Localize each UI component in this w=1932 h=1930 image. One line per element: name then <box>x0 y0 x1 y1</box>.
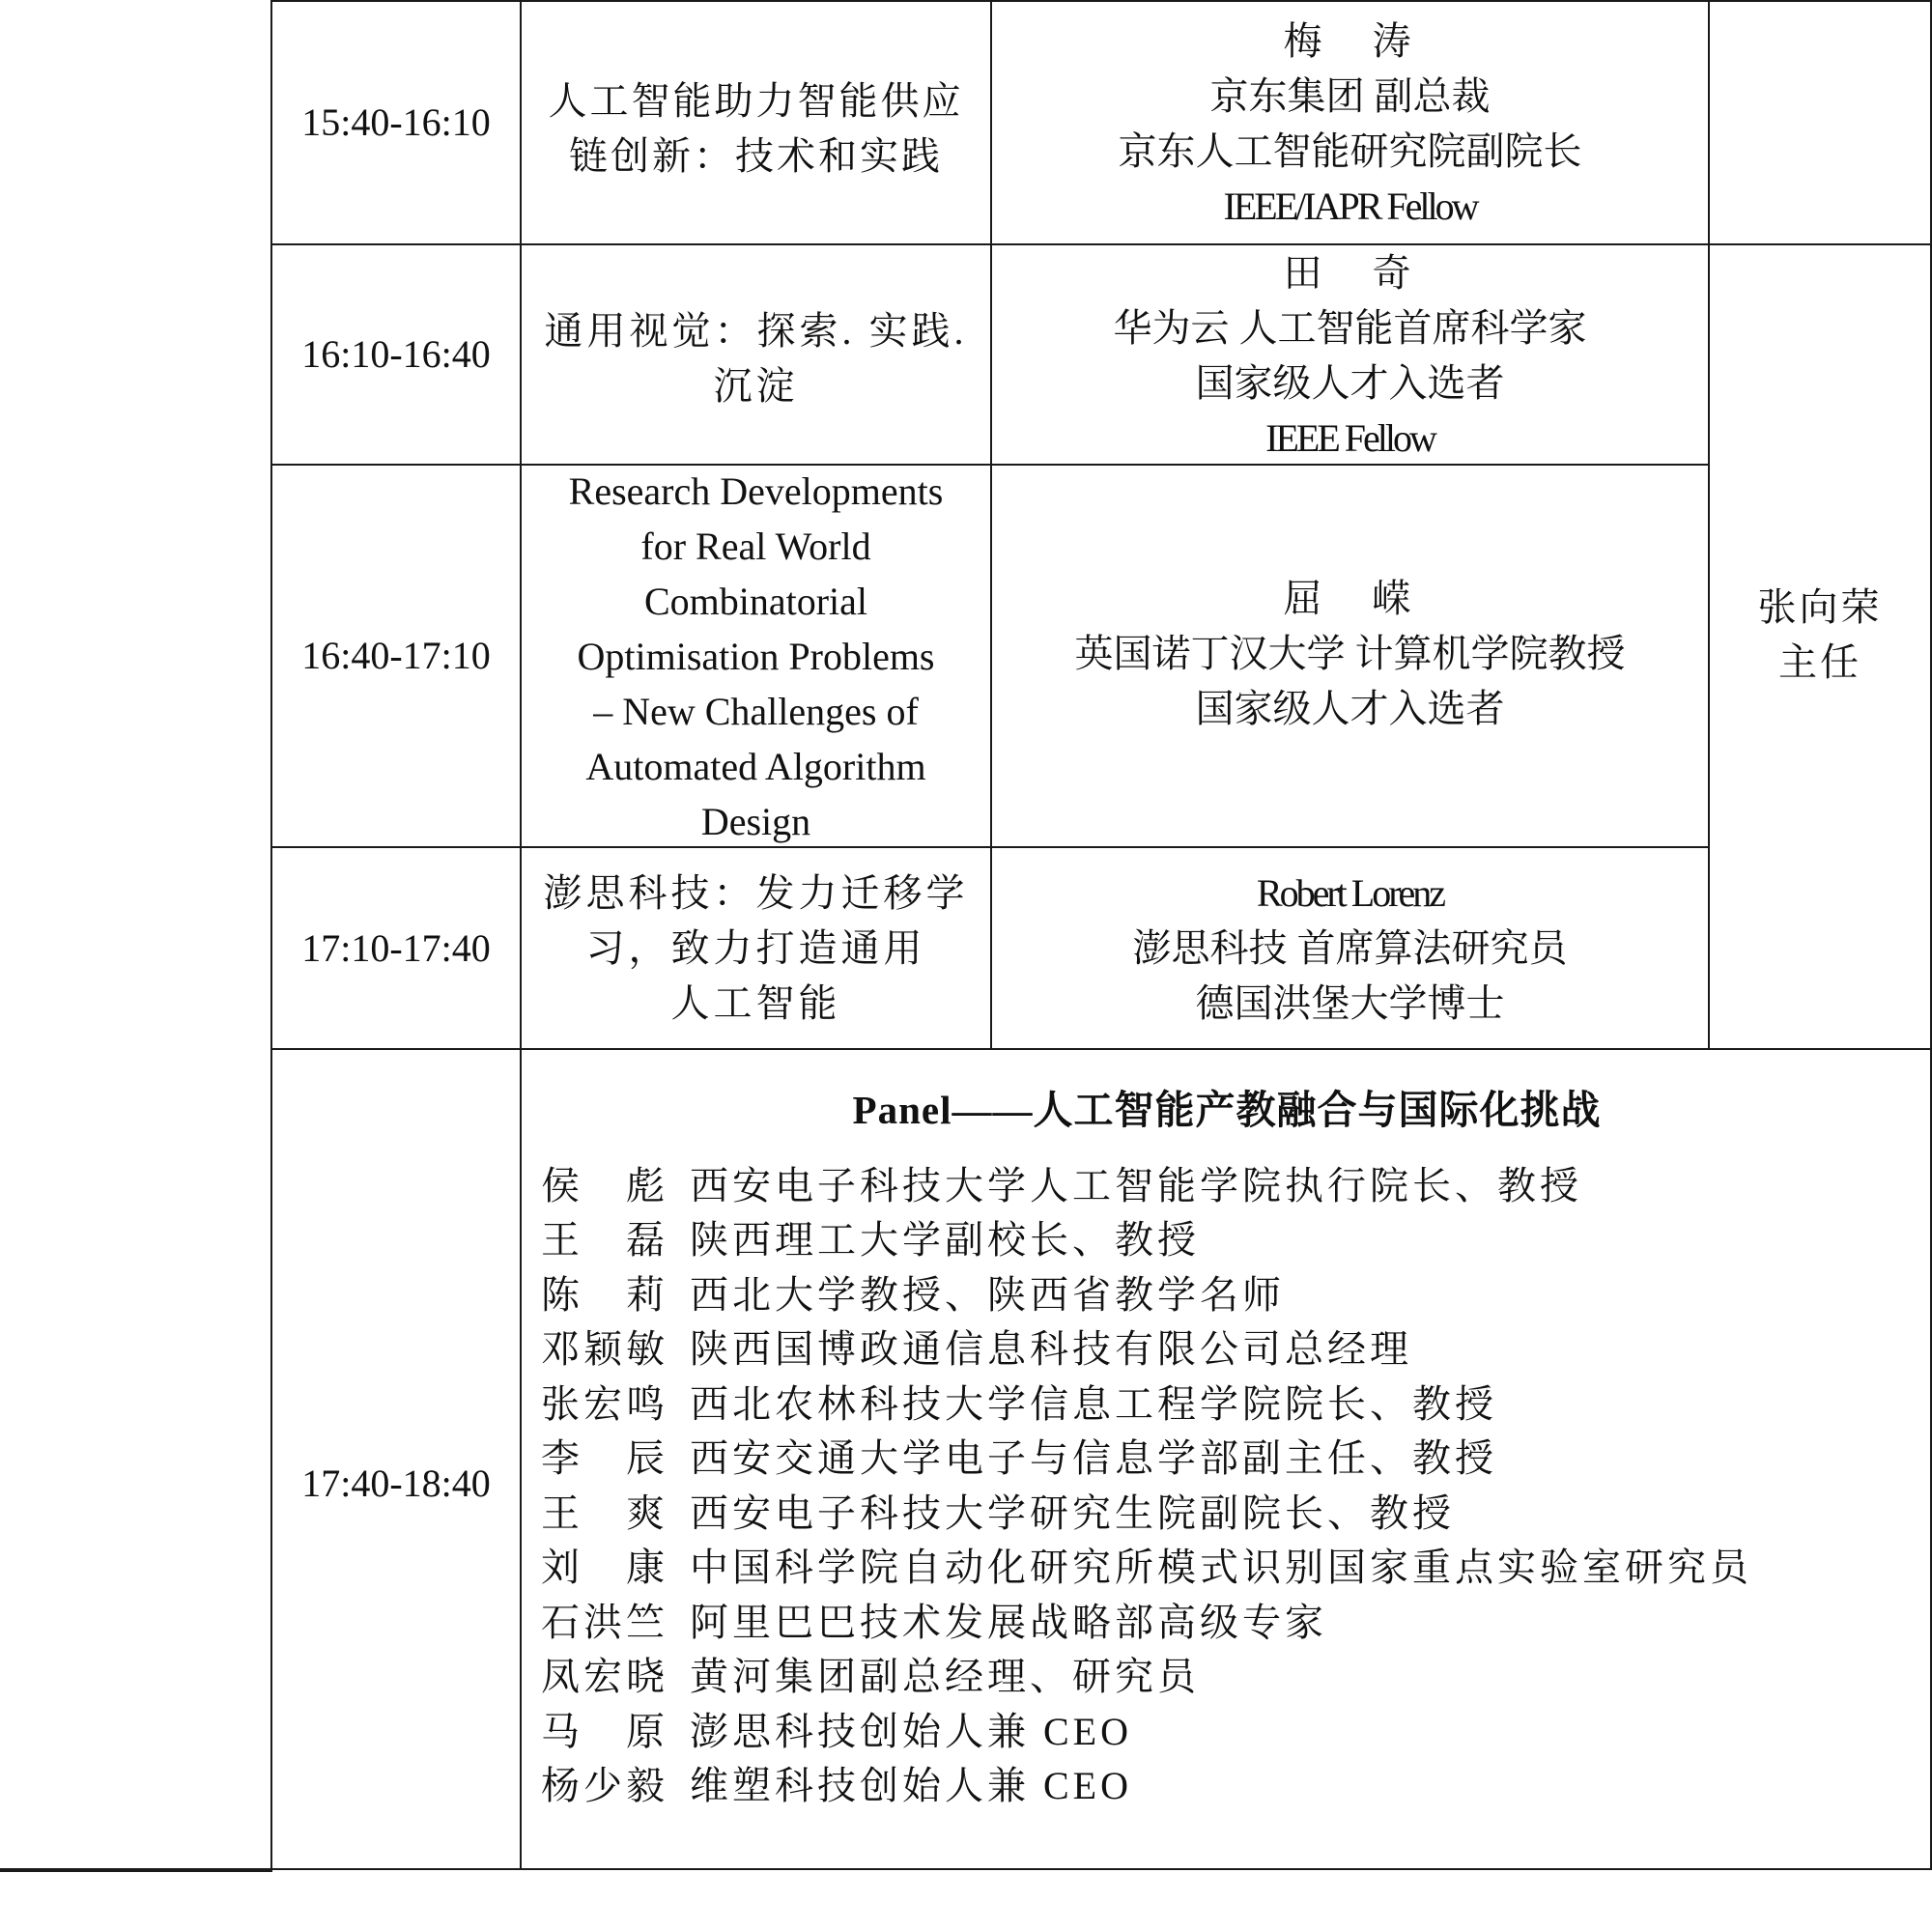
speaker-line: 京东集团 副总裁 <box>1209 74 1491 118</box>
member-name: 张宏鸣 <box>541 1381 668 1426</box>
panel-title: Panel——人工智能产教融合与国际化挑战 <box>852 1087 1602 1132</box>
speaker-line: IEEE Fellow <box>1265 416 1435 460</box>
topic-line: Design <box>700 799 811 843</box>
topic-line: 澎思科技：发力迁移学 <box>543 871 969 915</box>
speaker-cell <box>992 466 1708 846</box>
member-title: 西安电子科技大学研究生院副院长、教授 <box>690 1490 1455 1535</box>
time-cell <box>272 2 520 243</box>
member-title: 陕西国博政通信息科技有限公司总经理 <box>690 1327 1412 1372</box>
member-name: 马 原 <box>541 1709 668 1753</box>
member-title: 西安交通大学电子与信息学部副主任、教授 <box>690 1436 1497 1481</box>
time-cell <box>272 466 520 846</box>
topic-line: Automated Algorithm <box>585 744 926 788</box>
topic-cell <box>522 848 990 1048</box>
member-title: 西安电子科技大学人工智能学院执行院长、教授 <box>690 1163 1582 1207</box>
topic-line: Combinatorial <box>643 579 868 623</box>
member-title: 维塑科技创始人兼 CEO <box>690 1764 1132 1808</box>
topic-line: 人工智能 <box>670 981 841 1025</box>
host-title: 主任 <box>1778 640 1861 684</box>
host-cell <box>1710 580 1930 705</box>
panel-member <box>541 1538 1913 1593</box>
panel-member-list <box>541 1155 1913 1810</box>
time-text: 16:40-17:10 <box>301 634 491 677</box>
topic-line: – New Challenges of <box>593 689 919 733</box>
table-border-bottom <box>270 1868 1932 1870</box>
member-name: 凤宏晓 <box>541 1655 668 1699</box>
member-name: 王 爽 <box>541 1490 668 1535</box>
topic-line: 沉淀 <box>713 364 799 408</box>
speaker-cell <box>992 14 1708 236</box>
panel-member <box>541 1647 1913 1702</box>
panel-member <box>541 1264 1913 1320</box>
speaker-line: 澎思科技 首席算法研究员 <box>1132 926 1568 970</box>
time-cell <box>272 1050 520 1868</box>
time-cell <box>272 848 520 1048</box>
panel-member <box>541 1155 1913 1210</box>
topic-line: 人工智能助力智能供应 <box>548 79 964 123</box>
member-name: 侯 彪 <box>541 1163 668 1207</box>
speaker-name: 屈 嵘 <box>1283 576 1417 620</box>
topic-line: Research Developments <box>568 468 944 513</box>
member-name: 石洪竺 <box>541 1600 668 1644</box>
table-border-top <box>270 0 1932 2</box>
speaker-name: 田 奇 <box>1283 251 1417 295</box>
speaker-line: 德国洪堡大学博士 <box>1195 981 1505 1025</box>
topic-cell <box>522 466 990 846</box>
row-divider-4 <box>270 1048 1932 1050</box>
speaker-name: 梅 涛 <box>1283 19 1417 63</box>
member-title: 阿里巴巴技术发展战略部高级专家 <box>690 1600 1327 1644</box>
table-border-speaker <box>1708 0 1710 1049</box>
speaker-line: 国家级人才入选者 <box>1195 686 1505 730</box>
speaker-line: 国家级人才入选者 <box>1195 361 1505 405</box>
panel-member <box>541 1592 1913 1647</box>
member-name: 陈 莉 <box>541 1272 668 1317</box>
time-cell <box>272 245 520 464</box>
topic-line: 通用视觉：探索. 实践. <box>544 309 968 353</box>
member-name: 邓颖敏 <box>541 1327 668 1372</box>
speaker-line: IEEE/IAPR Fellow <box>1223 184 1477 228</box>
topic-line: Optimisation Problems <box>577 634 935 678</box>
member-title: 陕西理工大学副校长、教授 <box>690 1218 1200 1263</box>
panel-member <box>541 1210 1913 1265</box>
member-title: 中国科学院自动化研究所模式识别国家重点实验室研究员 <box>690 1546 1752 1590</box>
member-name: 王 磊 <box>541 1218 668 1263</box>
panel-member <box>541 1374 1913 1429</box>
panel-member <box>541 1320 1913 1375</box>
speaker-line: 华为云 人工智能首席科学家 <box>1113 306 1587 350</box>
speaker-cell <box>992 245 1708 464</box>
time-text: 17:10-17:40 <box>301 925 491 970</box>
speaker-name: Robert Lorenz <box>1256 871 1444 915</box>
time-text: 16:10-16:40 <box>301 332 491 376</box>
panel-member <box>541 1483 1913 1538</box>
member-name: 刘 康 <box>541 1546 668 1590</box>
panel-member <box>541 1429 1913 1484</box>
speaker-line: 京东人工智能研究院副院长 <box>1118 129 1582 173</box>
member-name: 李 辰 <box>541 1436 668 1481</box>
panel-member <box>541 1756 1913 1811</box>
member-title: 澎思科技创始人兼 CEO <box>690 1709 1132 1753</box>
topic-line: 链创新：技术和实践 <box>569 134 943 178</box>
page-bottom-rule <box>0 1868 272 1872</box>
speaker-line: 英国诺丁汉大学 计算机学院教授 <box>1074 631 1626 675</box>
member-title: 西北大学教授、陕西省教学名师 <box>690 1272 1285 1317</box>
member-title: 黄河集团副总经理、研究员 <box>690 1655 1200 1699</box>
time-text: 15:40-16:10 <box>301 100 491 144</box>
topic-line: for Real World <box>640 524 871 568</box>
time-text: 17:40-18:40 <box>301 1461 491 1505</box>
topic-cell <box>522 303 990 419</box>
speaker-cell <box>992 848 1708 1048</box>
host-name: 张向荣 <box>1757 585 1883 629</box>
topic-line: 习，致力打造通用 <box>585 926 926 970</box>
topic-cell <box>522 73 990 189</box>
panel-member <box>541 1701 1913 1756</box>
member-name: 杨少毅 <box>541 1764 668 1808</box>
member-title: 西北农林科技大学信息工程学院院长、教授 <box>690 1381 1497 1426</box>
